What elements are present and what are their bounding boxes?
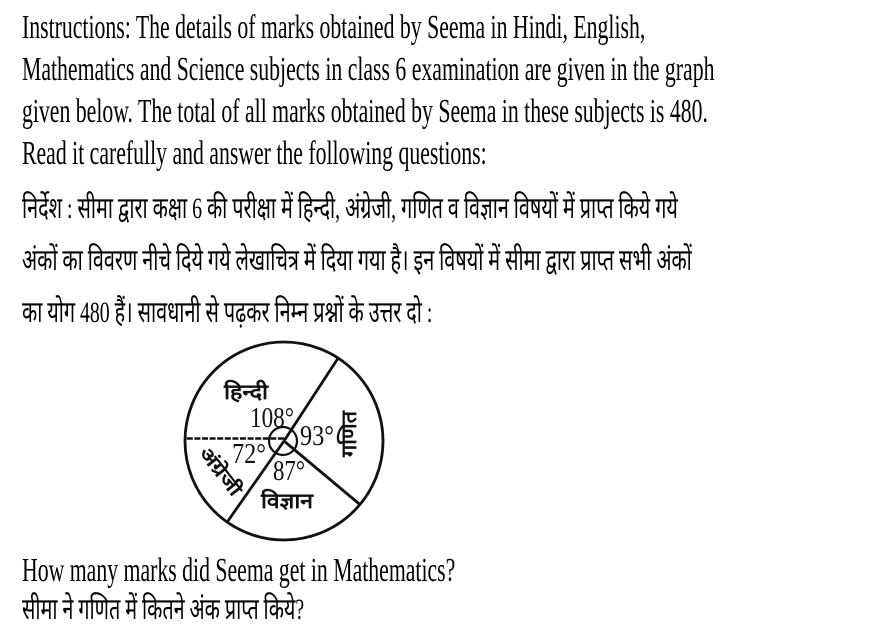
- pie-slice-label-mathematics: गणित: [337, 412, 361, 457]
- instructions-en-line-4: Read it carefully and answer the following questions:: [22, 135, 487, 172]
- instructions-hi-line-3: का योग 480 हैं। सावधानी से पढ़कर निम्न प्रश्नों के उत्तर दो :: [22, 296, 433, 329]
- pie-slice-label-hindi: हिन्दी: [224, 380, 264, 404]
- pie-outer-circle: [185, 342, 383, 540]
- instructions-en-line-2: Mathematics and Science subjects in class 6 examination are given in the graph: [22, 51, 715, 88]
- pie-divider-lower-left: [227, 441, 285, 523]
- pie-slice-label-science: विज्ञान: [261, 489, 309, 513]
- pie-slice-label-english: अंग्रेजी: [194, 443, 239, 492]
- pie-angle-hindi: 108°: [250, 403, 294, 434]
- pie-divider-upper-right: [284, 358, 339, 442]
- pie-angle-mathematics: 93°: [300, 421, 334, 452]
- pie-center-circle: [269, 427, 297, 455]
- pie-angle-science: 87°: [273, 456, 305, 487]
- instructions-hindi: [22, 183, 692, 339]
- question-hindi: [22, 584, 304, 634]
- instructions-en-line-1: Instructions: The details of marks obtained by Seema in Hindi, English,: [22, 9, 646, 46]
- instructions-english: [22, 7, 714, 175]
- pie-divider-lower-right: [284, 441, 361, 505]
- question-english-text: How many marks did Seema get in Mathematics?: [22, 552, 456, 589]
- instructions-hi-line-2: अंकों का विवरण नीचे दिये गये लेखाचित्र में दिया गया है। इन विषयों में सीमा द्वारा प्राप्त सभी अंकों: [22, 244, 692, 277]
- pie-angle-english: 72°: [232, 439, 266, 470]
- question-hindi-text: सीमा ने गणित में कितने अंक प्राप्त किये?: [22, 593, 305, 626]
- instructions-hi-line-1: निर्देश : सीमा द्वारा कक्षा 6 की परीक्षा में हिन्दी, अंग्रेजी, गणित व विज्ञान विषयों में प्राप्त किये गये: [22, 192, 678, 225]
- instructions-en-line-3: given below. The total of all marks obtained by Seema in these subjects is 480.: [22, 93, 708, 130]
